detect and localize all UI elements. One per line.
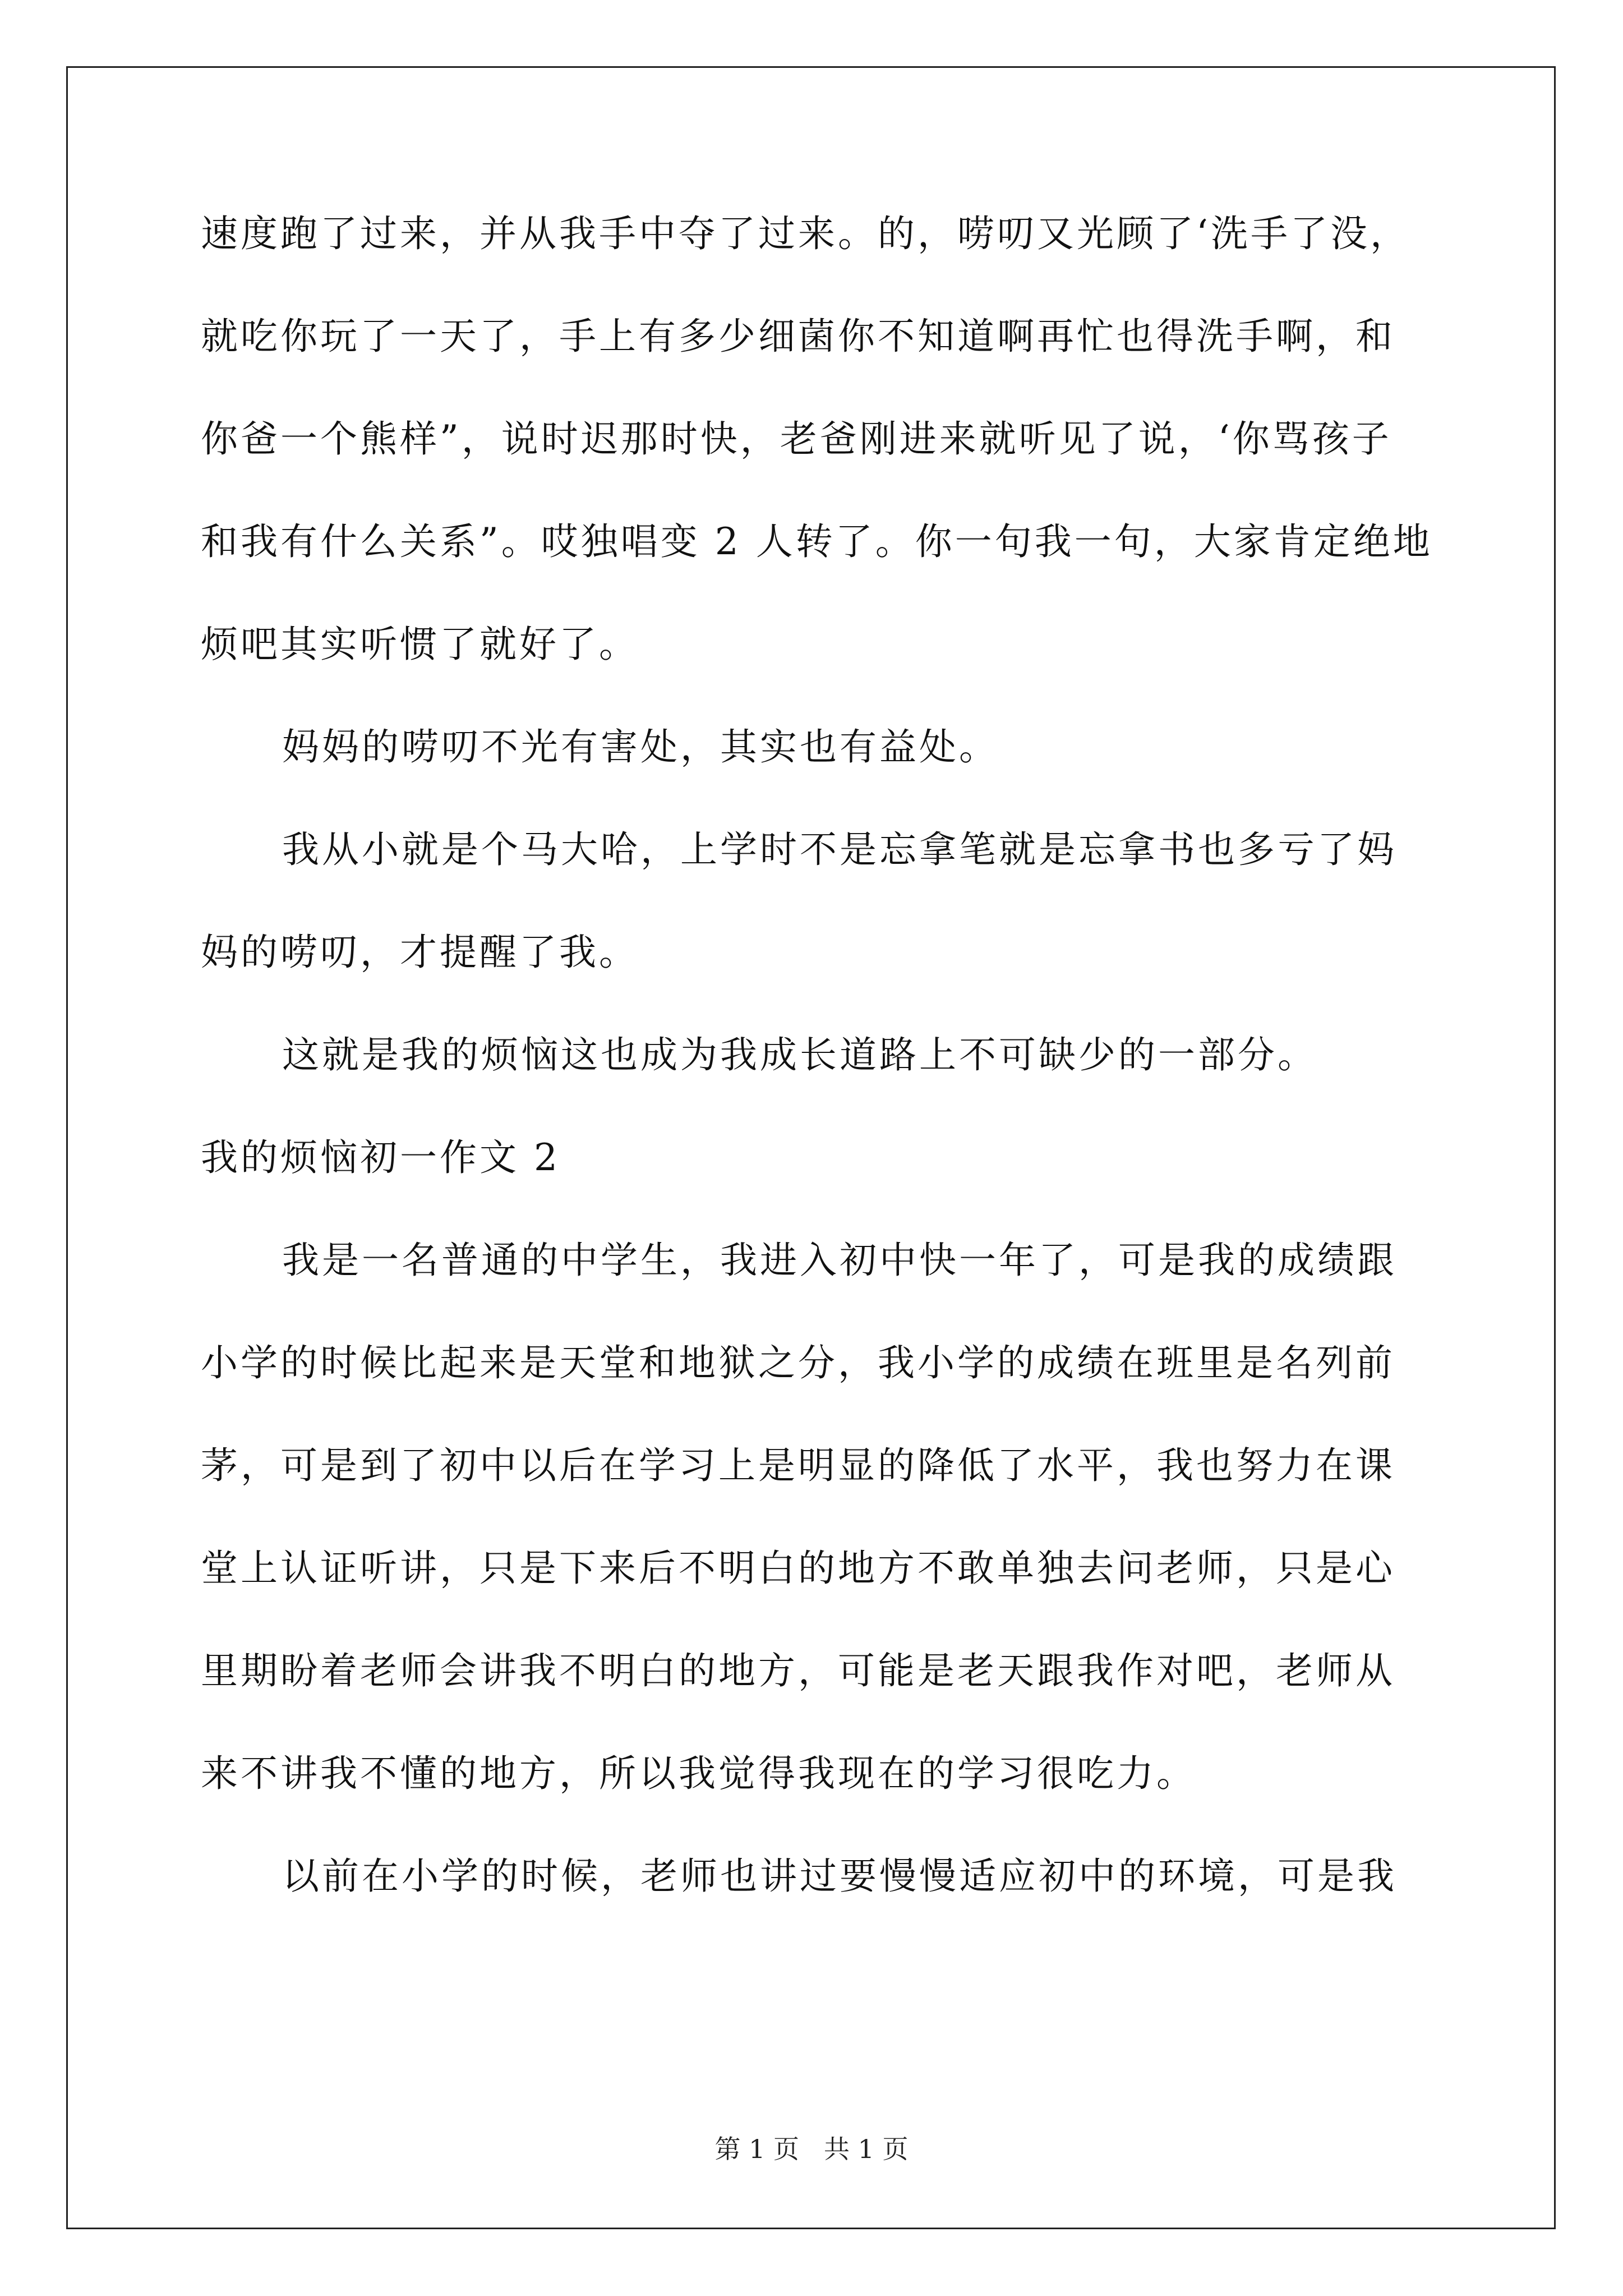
document-body: [201, 212, 1435, 1961]
text-line: 就吃你玩了一天了，手上有多少细菌你不知道啊再忙也得洗手啊，和: [201, 315, 1395, 358]
text-line: 妈妈的唠叨不光有害处，其实也有益处。: [282, 725, 999, 769]
page-footer: [0, 2136, 1623, 2162]
text-line: 速度跑了过来，并从我手中夺了过来。的，唠叨又光顾了‘洗手了没，: [201, 212, 1410, 255]
text-line: 妈的唠叨，才提醒了我。: [201, 931, 639, 974]
text-line: 烦吧其实听惯了就好了。: [201, 623, 639, 666]
page-total: 共 1 页: [824, 2134, 909, 2164]
text-line: 我从小就是个马大哈，上学时不是忘拿笔就是忘拿书也多亏了妈: [282, 828, 1397, 871]
page-number: 第 1 页: [714, 2134, 799, 2164]
text-line: 以前在小学的时候，老师也讲过要慢慢适应初中的环境，可是我: [282, 1855, 1397, 1898]
text-line: 来不讲我不懂的地方，所以我觉得我现在的学习很吃力。: [201, 1752, 1196, 1795]
text-line: 小学的时候比起来是天堂和地狱之分，我小学的成绩在班里是名列前: [201, 1341, 1395, 1384]
text-line: 这就是我的烦恼这也成为我成长道路上不可缺少的一部分。: [282, 1033, 1317, 1076]
text-line: 里期盼着老师会讲我不明白的地方，可能是老天跟我作对吧，老师从: [201, 1649, 1395, 1692]
text-line: 堂上认证听讲，只是下来后不明白的地方不敢单独去问老师，只是心: [201, 1547, 1395, 1590]
text-line: 你爸一个熊样”，说时迟那时快，老爸刚进来就听见了说，‘你骂孩子: [201, 417, 1392, 461]
text-line: 我是一名普通的中学生，我进入初中快一年了，可是我的成绩跟: [282, 1239, 1397, 1282]
section-heading: 我的烦恼初一作文 2: [201, 1136, 560, 1179]
text-line: 和我有什么关系”。哎独唱变 2 人转了。你一句我一句，大家肯定绝地: [201, 520, 1433, 563]
text-line: 茅，可是到了初中以后在学习上是明显的降低了水平，我也努力在课: [201, 1444, 1395, 1487]
